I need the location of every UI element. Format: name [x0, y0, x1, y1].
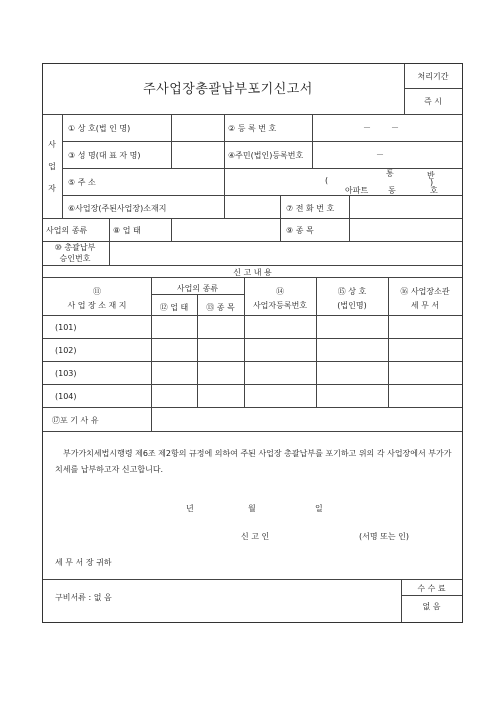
business-kind-field[interactable]	[172, 219, 280, 240]
registration-number-field[interactable]	[313, 115, 462, 140]
reporter-label: 신 고 인	[241, 532, 270, 541]
date-month-label: 월	[248, 504, 256, 513]
kind-column-header: ⑫ 업 태	[159, 303, 189, 312]
report-form	[42, 63, 463, 623]
resident-number-field[interactable]	[313, 142, 462, 167]
main-office-field[interactable]	[172, 196, 280, 217]
form-title: 주사업장총괄납부포기신고서	[143, 82, 313, 97]
apartment-label: 아파트	[345, 186, 369, 195]
dong-label: 동	[388, 186, 396, 195]
trade-name-label: ① 상 호(법 인 명)	[68, 124, 131, 133]
approval-number-field[interactable]	[110, 242, 462, 264]
office-column-subheader: 세 무 서	[410, 301, 440, 310]
processing-period-label: 처리기간	[417, 72, 449, 81]
approval-number-label: ⑩ 총괄납부 승인번호	[54, 243, 96, 263]
office-column-header: ⑯ 사업장소관	[400, 287, 450, 296]
attachments-label: 구비서류 : 없 음	[55, 593, 112, 602]
date-year-label: 년	[186, 504, 194, 513]
ho-label: 호	[430, 186, 438, 195]
declaration-statement: 부가가치세법시행령 제6조 제2항의 규정에 의하여 주된 사업장 총괄납부를 포기하고 위의 각 사업장에서 부가가치세를 납부하고자 신고합니다.	[55, 449, 452, 474]
item-column-header: ⑬ 종 목	[206, 303, 235, 312]
tradename-column-subheader: (법인명)	[337, 301, 367, 310]
tong-label: 통	[386, 169, 394, 178]
open-paren: (	[325, 176, 329, 185]
address-label: ⑤ 주 소	[68, 178, 96, 187]
processing-period-value: 즉 시	[424, 97, 442, 106]
regno-column-header: 사업자등록번호	[252, 301, 308, 310]
table-row: (103)	[55, 369, 77, 378]
signature-field[interactable]	[293, 527, 353, 541]
business-item-field[interactable]	[350, 219, 462, 240]
table-row: (101)	[55, 323, 77, 332]
recipient-label: 세 무 서 장 귀하	[55, 558, 112, 567]
business-kind-label: ⑧ 업 태	[113, 226, 141, 235]
table-row: (104)	[55, 392, 77, 401]
applicant-side-label: 사 업 자	[48, 140, 56, 193]
table-row: (102)	[55, 346, 77, 355]
business-item-label: ⑨ 종 목	[286, 226, 314, 235]
ban-label: 반	[427, 171, 435, 180]
trade-name-field[interactable]	[172, 115, 224, 140]
resident-number-label: ④주민(법인)등록번호	[228, 151, 304, 160]
resident-no-dash: －	[376, 150, 384, 159]
business-type-column-header: 사업의 종류	[176, 284, 219, 293]
business-type-label: 사업의 종류	[46, 226, 88, 235]
reg-no-dash: －	[391, 123, 399, 132]
tradename-column-header: ⑮ 상 호	[337, 287, 367, 296]
location-column-header: 사 업 장 소 재 지	[67, 301, 127, 310]
registration-number-label: ② 등 록 번 호	[228, 124, 277, 133]
reason-field[interactable]	[152, 408, 462, 430]
location-num: ⑪	[93, 287, 101, 296]
name-label: ③ 성 명(대 표 자 명)	[68, 151, 141, 160]
reason-label: ⑰포 기 사 유	[52, 416, 99, 425]
reg-no-dash: －	[363, 123, 371, 132]
phone-field[interactable]	[350, 196, 462, 217]
regno-num: ⑭	[276, 287, 284, 296]
report-section-title: 신 고 내 용	[233, 268, 272, 277]
date-day-label: 일	[315, 504, 323, 513]
name-field[interactable]	[172, 142, 224, 167]
signature-note: (서명 또는 인)	[359, 532, 409, 541]
close-paren: )	[430, 178, 434, 187]
main-office-label: ⑥사업장(주된사업장)소재지	[68, 204, 167, 213]
fee-value: 없 음	[422, 602, 441, 611]
phone-label: ⑦ 전 화 번 호	[286, 204, 335, 213]
fee-label: 수 수 료	[417, 584, 446, 593]
